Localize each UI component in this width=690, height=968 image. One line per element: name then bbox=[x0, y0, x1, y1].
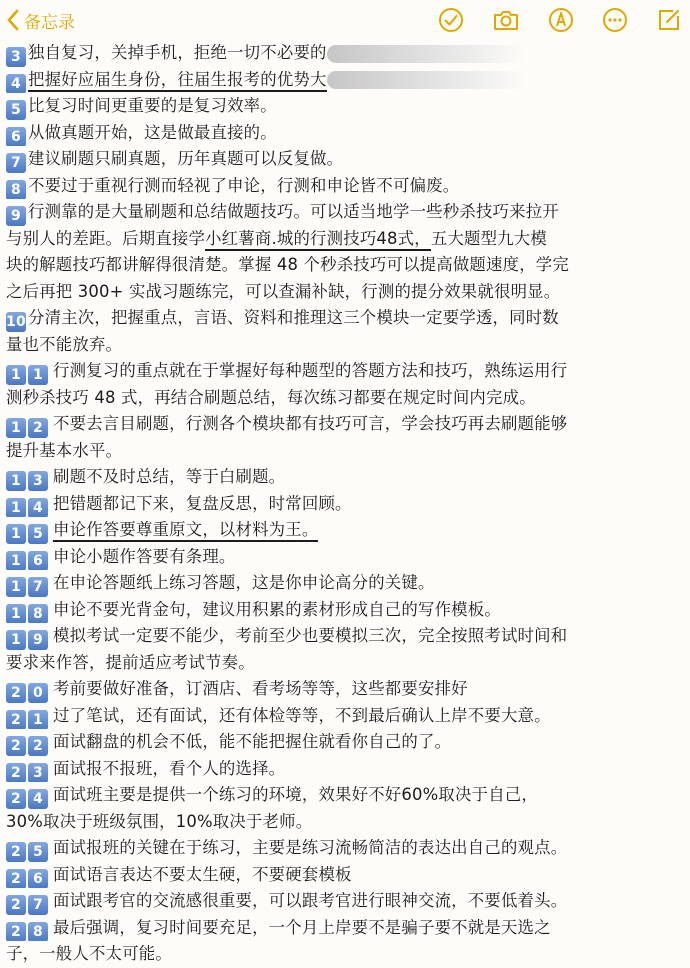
item-text: 面试报班的关键在于练习，主要是练习流畅简洁的表达出自己的观点。 bbox=[53, 838, 568, 857]
number-badge: 1 7 bbox=[6, 570, 50, 597]
list-item bbox=[6, 411, 686, 438]
item-text: 面试翻盘的机会不低，能不能把握住就看你自己的了。 bbox=[53, 732, 452, 751]
item-text: 模拟考试一定要不能少，考前至少也要模拟三次，完全按照考试时间和 bbox=[53, 626, 568, 645]
compose-icon[interactable] bbox=[655, 6, 683, 34]
list-item-continuation bbox=[6, 650, 686, 677]
navigation-bar bbox=[0, 0, 690, 40]
item-text: 把握好应届生身份，往届生报考的优势大 bbox=[28, 70, 327, 92]
list-item-continuation bbox=[6, 279, 686, 306]
item-text: 刷题不及时总结，等于白刷题。 bbox=[53, 467, 286, 486]
number-badge: 2 1 bbox=[6, 703, 50, 730]
list-item bbox=[6, 862, 686, 889]
item-text: 量也不能放弃。 bbox=[6, 334, 123, 354]
list-item bbox=[6, 570, 686, 597]
list-item-continuation bbox=[6, 438, 686, 465]
item-text: 过了笔试，还有面试，还有体检等等，不到最后确认上岸不要大意。 bbox=[53, 705, 551, 725]
number-badge: 2 4 bbox=[6, 782, 50, 809]
list-item bbox=[6, 40, 686, 67]
list-item bbox=[6, 358, 686, 385]
list-item bbox=[6, 199, 686, 226]
number-badge: 2 5 bbox=[6, 835, 50, 862]
number-badge: 3 bbox=[6, 47, 26, 67]
checkmark-circle-icon[interactable] bbox=[437, 6, 465, 34]
list-item bbox=[6, 517, 686, 544]
blurred-text bbox=[327, 45, 527, 63]
item-text: 建议刷题只刷真题，历年真题可以反复做。 bbox=[28, 149, 344, 168]
item-text: 考前要做好准备，订酒店、看考场等等，这些都要安排好 bbox=[53, 679, 468, 698]
item-text: 申论小题作答要有条理。 bbox=[53, 546, 236, 566]
number-badge: 1 8 bbox=[6, 597, 50, 624]
list-item-continuation bbox=[6, 385, 686, 412]
item-text: 申论作答要尊重原文，以材料为王。 bbox=[53, 520, 318, 542]
number-badge: 6 bbox=[6, 127, 26, 147]
item-text: 申论不要光背金句，建议用积累的素材形成自己的写作模板。 bbox=[53, 599, 501, 619]
blurred-text bbox=[327, 71, 527, 89]
markup-pen-icon[interactable] bbox=[547, 6, 575, 34]
list-item bbox=[6, 676, 686, 703]
item-text: 行测复习的重点就在于掌握好每种题型的答题方法和技巧，熟练运用行 bbox=[53, 361, 568, 380]
list-item-continuation bbox=[6, 332, 686, 359]
number-badge: 10 bbox=[6, 314, 26, 330]
product-link-text: 小红薯商.城的行测技巧48式， bbox=[205, 229, 431, 251]
number-badge: 2 7 bbox=[6, 888, 50, 915]
number-badge: 5 bbox=[6, 100, 26, 120]
item-text: 分清主次，把握重点，言语、资料和推理这三个模块一定要学透，同时数 bbox=[28, 308, 559, 327]
item-text: 在申论答题纸上练习答题，这是你申论高分的关键。 bbox=[53, 573, 435, 592]
list-item-continuation bbox=[6, 941, 686, 968]
list-item bbox=[6, 120, 686, 147]
item-text: 块的解题技巧都讲解得很清楚。掌握 48 个秒杀技巧可以提高做题速度，学完 bbox=[6, 255, 569, 274]
back-label: 备忘录 bbox=[24, 12, 75, 33]
back-button[interactable] bbox=[6, 7, 75, 33]
item-text: 独自复习，关掉手机，拒绝一切不必要的 bbox=[28, 43, 327, 62]
item-text: 30%取决于班级氛围，10%取决于老师。 bbox=[6, 811, 313, 831]
number-badge: 9 bbox=[6, 206, 26, 226]
list-item bbox=[6, 146, 686, 173]
item-text: 面试报不报班，看个人的选择。 bbox=[53, 758, 286, 778]
number-badge: 4 bbox=[6, 74, 26, 94]
item-text: 不要过于重视行测而轻视了申论，行测和申论皆不可偏废。 bbox=[28, 175, 460, 195]
item-text: 不要去言目刷题，行测各个模块都有技巧可言，学会技巧再去刷题能够 bbox=[53, 414, 568, 433]
item-text: 提升基本水平。 bbox=[6, 440, 123, 460]
number-badge: 1 4 bbox=[6, 491, 50, 518]
number-badge: 1 9 bbox=[6, 623, 50, 650]
list-item bbox=[6, 305, 686, 332]
note-body[interactable] bbox=[6, 40, 686, 968]
item-text: 测秒杀技巧 48 式，再结合刷题总结，每次练习都要在规定时间内完成。 bbox=[6, 387, 536, 407]
item-text: 之后再把 300+ 实战习题练完，可以查漏补缺，行测的提分效果就很明显。 bbox=[6, 281, 561, 301]
item-text: 与别人的差距。后期直接学 bbox=[6, 228, 206, 248]
list-item-continuation bbox=[6, 252, 686, 279]
list-item-continuation bbox=[6, 226, 686, 253]
item-text: 五大题型九大模 bbox=[430, 228, 547, 248]
number-badge: 2 8 bbox=[6, 915, 50, 942]
item-text: 要求来作答，提前适应考试节奏。 bbox=[6, 652, 255, 672]
list-item bbox=[6, 623, 686, 650]
chevron-left-icon bbox=[6, 9, 20, 31]
list-item bbox=[6, 93, 686, 120]
list-item bbox=[6, 835, 686, 862]
item-text: 比复习时间更重要的是复习效率。 bbox=[28, 96, 277, 115]
item-text: 面试跟考官的交流感很重要，可以跟考官进行眼神交流，不要低着头。 bbox=[53, 891, 568, 910]
number-badge: 2 3 bbox=[6, 756, 50, 783]
list-item bbox=[6, 544, 686, 571]
item-text: 子，一般人不太可能。 bbox=[6, 944, 172, 963]
item-text: 行测靠的是大量刷题和总结做题技巧。可以适当地学一些秒杀技巧来拉开 bbox=[28, 202, 559, 221]
list-item bbox=[6, 756, 686, 783]
number-badge: 8 bbox=[6, 180, 26, 200]
more-ellipsis-icon[interactable] bbox=[601, 6, 629, 34]
item-text: 面试班主要是提供一个练习的环境，效果好不好60%取决于自己， bbox=[53, 785, 538, 804]
list-item bbox=[6, 173, 686, 200]
list-item bbox=[6, 915, 686, 942]
number-badge: 7 bbox=[6, 153, 26, 173]
camera-icon[interactable] bbox=[492, 6, 520, 34]
list-item bbox=[6, 597, 686, 624]
number-badge: 2 6 bbox=[6, 862, 50, 889]
item-text: 从做真题开始，这是做最直接的。 bbox=[28, 122, 277, 142]
number-badge: 1 1 bbox=[6, 358, 50, 385]
list-item bbox=[6, 782, 686, 809]
list-item bbox=[6, 67, 686, 94]
item-text: 最后强调，复习时间要充足，一个月上岸要不是骗子要不就是天选之 bbox=[53, 917, 551, 937]
item-text: 面试语言表达不要太生硬，不要硬套模板 bbox=[53, 864, 352, 884]
number-badge: 1 6 bbox=[6, 544, 50, 571]
number-badge: 2 2 bbox=[6, 729, 50, 756]
list-item bbox=[6, 464, 686, 491]
list-item-continuation bbox=[6, 809, 686, 836]
number-badge: 1 3 bbox=[6, 464, 50, 491]
number-badge: 2 0 bbox=[6, 676, 50, 703]
number-badge: 1 5 bbox=[6, 517, 50, 544]
list-item bbox=[6, 888, 686, 915]
list-item bbox=[6, 729, 686, 756]
list-item bbox=[6, 703, 686, 730]
number-badge: 1 2 bbox=[6, 411, 50, 438]
item-text: 把错题都记下来，复盘反思，时常回顾。 bbox=[53, 493, 352, 513]
list-item bbox=[6, 491, 686, 518]
